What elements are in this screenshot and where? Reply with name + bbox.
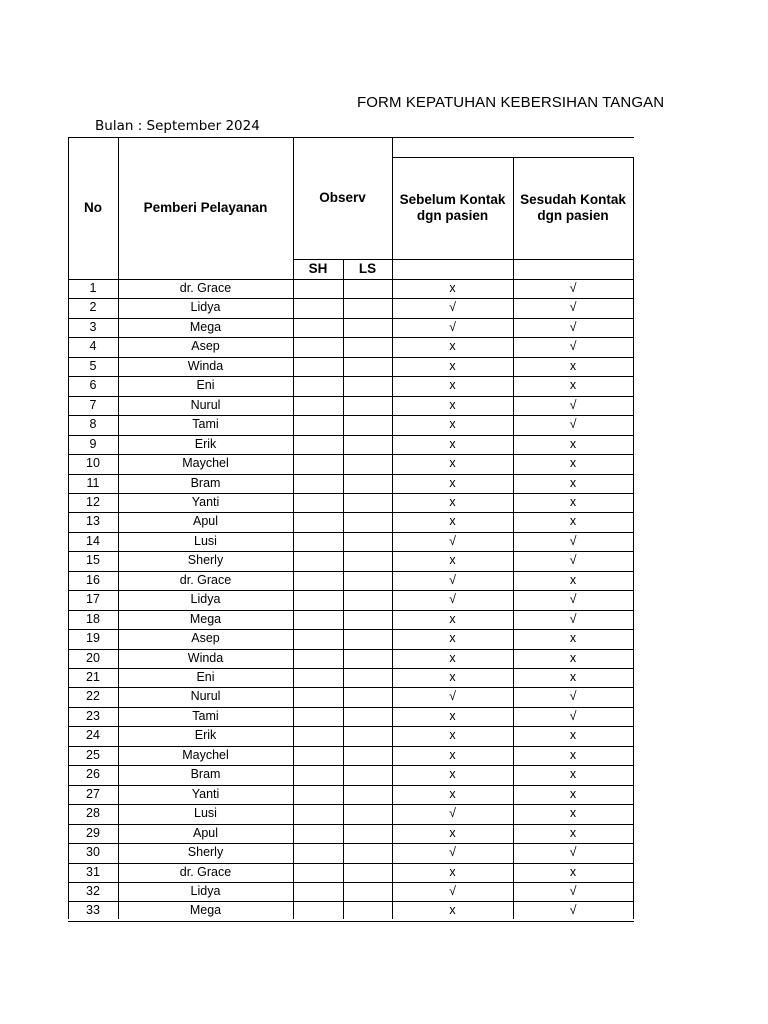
- provider-name: Winda: [187, 359, 224, 373]
- row-number: 29: [86, 826, 100, 840]
- row-number: 23: [86, 709, 100, 723]
- row-number: 3: [89, 320, 97, 334]
- before-contact-mark: x: [449, 631, 456, 645]
- before-contact-mark: x: [449, 398, 456, 412]
- row-number: 1: [89, 281, 97, 295]
- provider-name: Yanti: [191, 787, 220, 801]
- before-contact-mark: x: [449, 728, 456, 742]
- row-number: 21: [86, 670, 100, 684]
- after-contact-mark: √: [569, 612, 577, 626]
- provider-name: Sherly: [187, 553, 224, 567]
- before-contact-mark: x: [449, 670, 456, 684]
- provider-name: Lusi: [194, 534, 217, 548]
- provider-name: Tami: [192, 417, 219, 431]
- provider-name: Winda: [187, 651, 224, 665]
- before-contact-mark: x: [449, 865, 456, 879]
- before-contact-mark: √: [449, 320, 456, 334]
- provider-name: Mega: [189, 612, 222, 626]
- before-contact-mark: x: [449, 553, 456, 567]
- before-contact-mark: x: [449, 456, 456, 470]
- after-contact-mark: √: [569, 534, 577, 548]
- after-contact-mark: √: [569, 281, 577, 295]
- before-contact-mark: x: [449, 787, 456, 801]
- after-contact-mark: √: [569, 709, 577, 723]
- header-provider: Pemberi Pelayanan: [143, 200, 268, 215]
- after-contact-mark: x: [569, 456, 577, 470]
- provider-name: Nurul: [190, 398, 221, 412]
- after-contact-mark: √: [569, 300, 577, 314]
- provider-name: Asep: [191, 631, 220, 645]
- provider-name: dr. Grace: [179, 573, 232, 587]
- provider-name: Asep: [191, 339, 220, 353]
- after-contact-mark: x: [569, 514, 577, 528]
- row-number: 4: [89, 339, 97, 353]
- header-after-contact: Sesudah Kontak dgn pasien: [520, 192, 626, 223]
- before-contact-mark: √: [449, 884, 456, 898]
- header-observer: Observ: [319, 190, 366, 205]
- provider-name: Erik: [194, 728, 217, 742]
- before-contact-mark: √: [449, 592, 456, 606]
- row-number: 9: [89, 437, 97, 451]
- row-number: 5: [89, 359, 97, 373]
- after-contact-mark: x: [569, 748, 577, 762]
- row-number: 8: [89, 417, 97, 431]
- after-contact-mark: √: [569, 398, 577, 412]
- after-contact-mark: √: [569, 417, 577, 431]
- row-number: 12: [86, 495, 100, 509]
- after-contact-mark: x: [569, 806, 577, 820]
- provider-name: Bram: [190, 476, 221, 490]
- after-contact-mark: x: [569, 787, 577, 801]
- provider-name: Sherly: [187, 845, 224, 859]
- provider-name: Eni: [196, 670, 215, 684]
- before-contact-mark: √: [449, 534, 456, 548]
- row-number: 18: [86, 612, 100, 626]
- provider-name: Tami: [192, 709, 219, 723]
- row-number: 33: [86, 903, 100, 917]
- before-contact-mark: x: [449, 339, 456, 353]
- row-number: 28: [86, 806, 100, 820]
- header-sh: SH: [308, 261, 328, 276]
- month-label: Bulan : September 2024: [95, 118, 260, 134]
- row-number: 14: [86, 534, 100, 548]
- row-number: 27: [86, 787, 100, 801]
- header-ls: LS: [358, 261, 377, 276]
- row-number: 6: [89, 378, 97, 392]
- after-contact-mark: √: [569, 845, 577, 859]
- before-contact-mark: x: [449, 359, 456, 373]
- before-contact-mark: √: [449, 573, 456, 587]
- row-number: 10: [86, 456, 100, 470]
- before-contact-mark: x: [449, 709, 456, 723]
- after-contact-mark: √: [569, 339, 577, 353]
- provider-name: Eni: [196, 378, 215, 392]
- row-number: 19: [86, 631, 100, 645]
- before-contact-mark: x: [449, 903, 456, 917]
- form-title: FORM KEPATUHAN KEBERSIHAN TANGAN: [357, 94, 665, 111]
- after-contact-mark: x: [569, 573, 577, 587]
- row-number: 7: [89, 398, 97, 412]
- before-contact-mark: x: [449, 437, 456, 451]
- provider-name: Lusi: [194, 806, 217, 820]
- after-contact-mark: x: [569, 670, 577, 684]
- row-number: 2: [89, 300, 97, 314]
- after-contact-mark: x: [569, 767, 577, 781]
- before-contact-mark: x: [449, 417, 456, 431]
- after-contact-mark: x: [569, 437, 577, 451]
- provider-name: Mega: [189, 320, 222, 334]
- row-number: 24: [86, 728, 100, 742]
- after-contact-mark: √: [569, 903, 577, 917]
- provider-name: Nurul: [190, 689, 221, 703]
- before-contact-mark: x: [449, 767, 456, 781]
- after-contact-mark: √: [569, 884, 577, 898]
- after-contact-mark: x: [569, 728, 577, 742]
- before-contact-mark: √: [449, 845, 456, 859]
- row-number: 11: [86, 476, 100, 490]
- header-no: No: [84, 200, 102, 215]
- after-contact-mark: x: [569, 651, 577, 665]
- after-contact-mark: x: [569, 865, 577, 879]
- row-number: 22: [86, 689, 100, 703]
- before-contact-mark: x: [449, 612, 456, 626]
- before-contact-mark: x: [449, 826, 456, 840]
- row-number: 15: [86, 553, 100, 567]
- before-contact-mark: x: [449, 281, 456, 295]
- after-contact-mark: x: [569, 826, 577, 840]
- provider-name: dr. Grace: [179, 281, 232, 295]
- row-number: 26: [86, 767, 100, 781]
- row-number: 17: [86, 592, 100, 606]
- provider-name: Lidya: [190, 300, 221, 314]
- after-contact-mark: x: [569, 476, 577, 490]
- before-contact-mark: x: [449, 476, 456, 490]
- after-contact-mark: √: [569, 320, 577, 334]
- provider-name: dr. Grace: [179, 865, 232, 879]
- after-contact-mark: x: [569, 359, 577, 373]
- header-before-contact: Sebelum Kontak dgn pasien: [399, 192, 506, 223]
- row-number: 31: [86, 865, 100, 879]
- row-number: 30: [86, 845, 100, 859]
- before-contact-mark: x: [449, 651, 456, 665]
- row-number: 25: [86, 748, 100, 762]
- provider-name: Lidya: [190, 884, 221, 898]
- after-contact-mark: √: [569, 592, 577, 606]
- after-contact-mark: x: [569, 378, 577, 392]
- row-number: 16: [86, 573, 100, 587]
- row-number: 20: [86, 651, 100, 665]
- after-contact-mark: x: [569, 495, 577, 509]
- provider-name: Apul: [192, 514, 219, 528]
- provider-name: Maychel: [182, 748, 229, 762]
- provider-name: Mega: [189, 903, 222, 917]
- provider-name: Bram: [190, 767, 221, 781]
- before-contact-mark: x: [449, 748, 456, 762]
- before-contact-mark: √: [449, 689, 456, 703]
- before-contact-mark: x: [449, 495, 456, 509]
- after-contact-mark: √: [569, 553, 577, 567]
- before-contact-mark: x: [449, 378, 456, 392]
- provider-name: Apul: [192, 826, 219, 840]
- provider-name: Yanti: [191, 495, 220, 509]
- row-number: 32: [86, 884, 100, 898]
- row-number: 13: [86, 514, 100, 528]
- after-contact-mark: x: [569, 631, 577, 645]
- provider-name: Maychel: [182, 456, 229, 470]
- before-contact-mark: √: [449, 300, 456, 314]
- provider-name: Lidya: [190, 592, 221, 606]
- after-contact-mark: √: [569, 689, 577, 703]
- provider-name: Erik: [194, 437, 217, 451]
- before-contact-mark: x: [449, 514, 456, 528]
- before-contact-mark: √: [449, 806, 456, 820]
